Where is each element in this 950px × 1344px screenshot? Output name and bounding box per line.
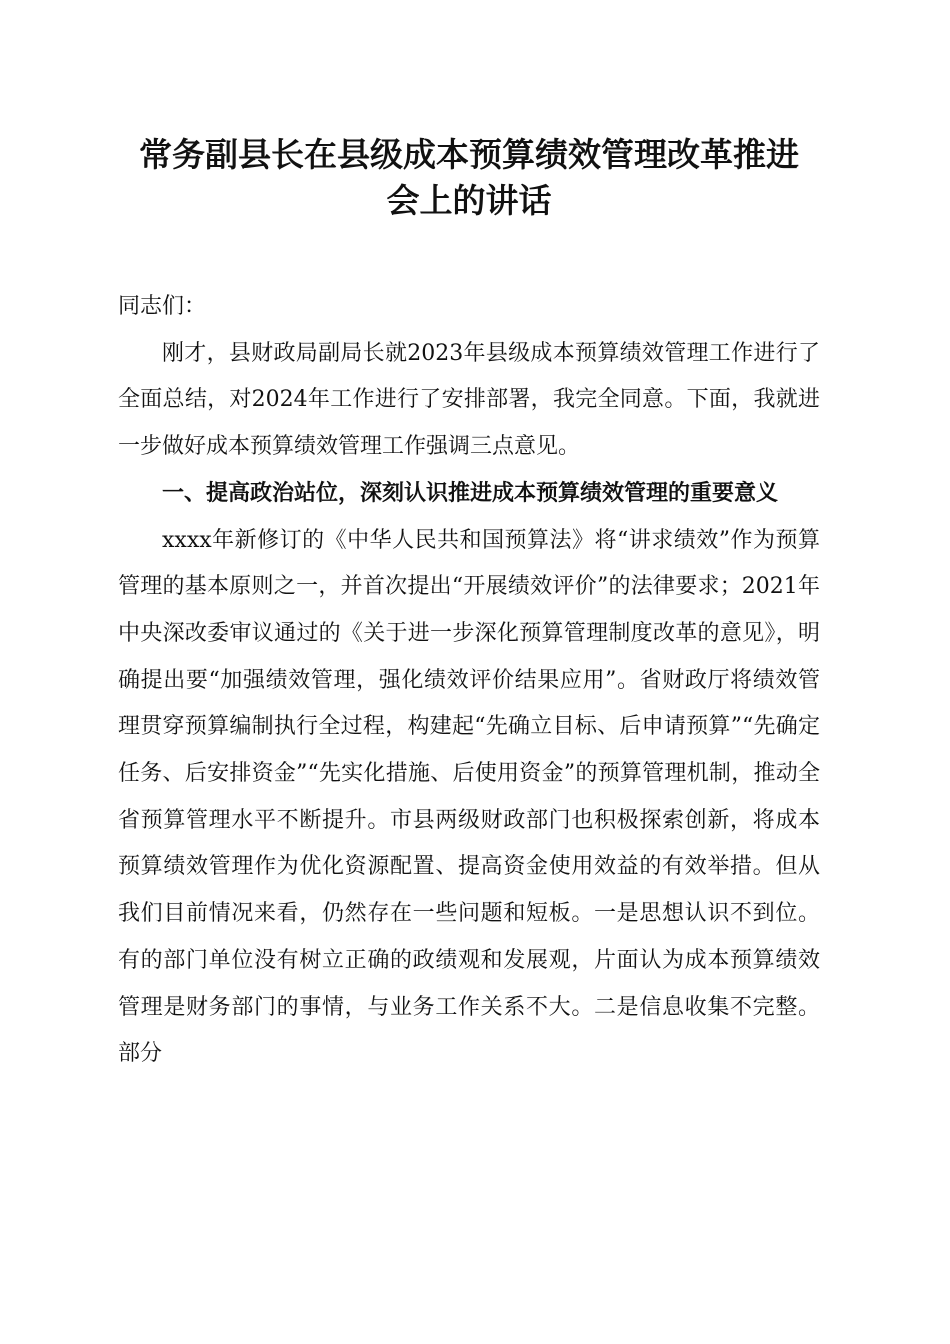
paragraph-section-1: xxxx年新修订的《中华人民共和国预算法》将“讲求绩效”作为预算管理的基本原则之一，并首次提出“开展绩效评价”的法律要求；2021年中央深改委审议通过的《关于进一步深化预算管理制度改革的意见》，明确提出要“加强绩效管理，强化绩效评价结果应用”。省财政厅将绩效管理贯穿预算编制执行全过程，构建起“先确立目标、后申请预算”“先确定任务、后安排资金”“先实化措施、后使用资金”的预算管理机制，推动全省预算管理水平不断提升。市县两级财政部门也积极探索创新，将成本预算绩效管理作为优化资源配置、提高资金使用效益的有效举措。但从我们目前情况来看，仍然存在一些问题和短板。一是思想认识不到位。有的部门单位没有树立正确的政绩观和发展观，片面认为成本预算绩效管理是财务部门的事情，与业务工作关系不大。二是信息收集不完整。部分 — [118, 527, 820, 1067]
title-line-2: 会上的讲话 — [386, 181, 552, 220]
paragraph-intro: 刚才，县财政局副局长就2023年县级成本预算绩效管理工作进行了全面总结，对2024年工作进行了安排部署，我完全同意。下面，我就进一步做好成本预算绩效管理工作强调三点意见。 — [118, 340, 820, 460]
document-title — [118, 132, 820, 224]
title-line-1: 常务副县长在县级成本预算绩效管理改革推进 — [139, 135, 799, 174]
document-body — [118, 284, 820, 1078]
salutation: 同志们： — [118, 294, 207, 319]
section-heading-1: 一、提高政治站位，深刻认识推进成本预算绩效管理的重要意义 — [162, 480, 779, 506]
